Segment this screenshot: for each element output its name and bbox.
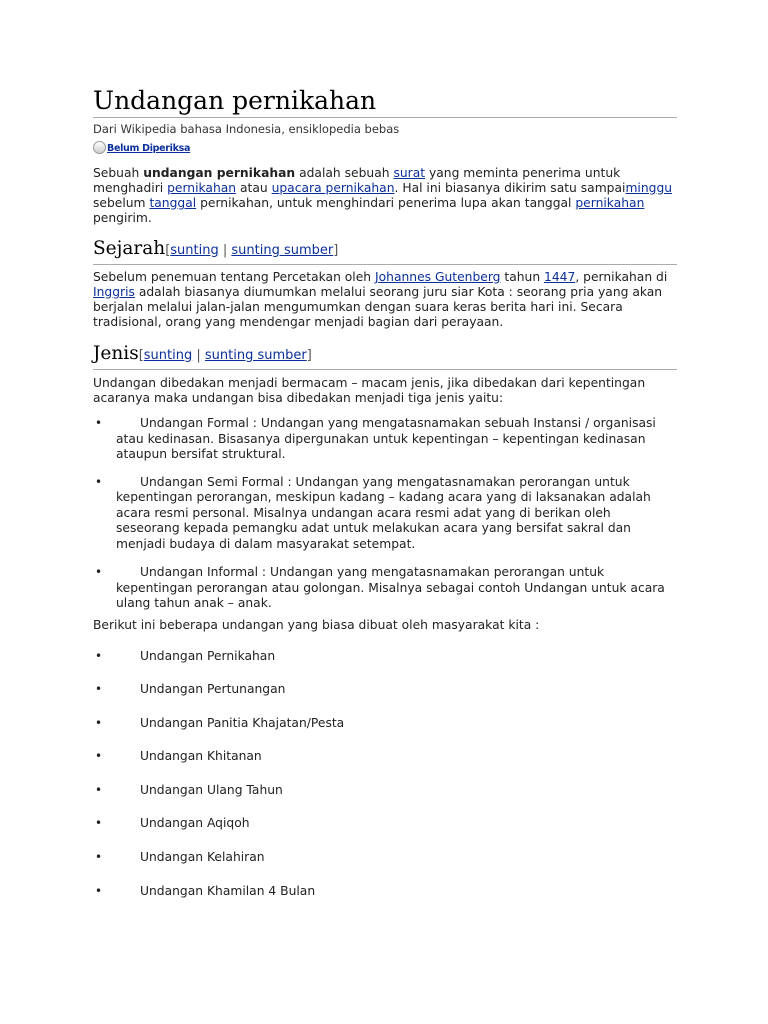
review-badge (93, 138, 677, 154)
invitation-list (93, 649, 677, 899)
jenis-intro-paragraph: Undangan dibedakan menjadi bermacam – macam jenis, jika dibedakan dari kepentingan acaranya maka undangan bisa dibedakan menjadi tiga jenis yaitu: (93, 376, 646, 405)
text-run: tahun (500, 270, 545, 284)
list-item-text: Undangan Pertunangan (140, 682, 286, 697)
edit-source-link[interactable]: sunting sumber (204, 348, 307, 363)
separator: | (218, 243, 232, 258)
list-item (93, 816, 677, 831)
edit-links (139, 348, 312, 363)
link-johannes-gutenberg[interactable]: Johannes Gutenberg (375, 270, 501, 284)
bullet: • (95, 474, 103, 489)
link-inggris[interactable]: Inggris (93, 285, 135, 299)
list-item-text: Undangan Formal : Undangan yang mengatasnamakan sebuah Instansi / organisasi atau kedinasan. Bisasanya dipergunakan untuk kepentingan – kepentingan kedinasan ataupun bersifat struktural. (116, 416, 656, 461)
bracket: ] (333, 243, 339, 258)
bracket: [ (165, 243, 171, 258)
list-item-text: Undangan Ulang Tahun (140, 782, 283, 797)
edit-source-link[interactable]: sunting sumber (231, 243, 334, 258)
link-1447[interactable]: 1447 (544, 270, 576, 284)
type-list (93, 416, 677, 612)
section-heading-sejarah (93, 237, 677, 265)
sejarah-paragraph (93, 270, 677, 330)
list-item-text: Undangan Khitanan (140, 749, 262, 764)
list-item (93, 783, 677, 798)
list-item-text: Undangan Kelahiran (140, 850, 265, 865)
text-run: pengirim. (93, 211, 152, 225)
bullet: • (95, 816, 103, 831)
bullet: • (95, 749, 103, 764)
list-intro-paragraph: Berikut ini beberapa undangan yang biasa dibuat oleh masyarakat kita : (93, 617, 540, 632)
edit-link[interactable]: sunting (170, 243, 219, 258)
link-pernikahan[interactable]: pernikahan (167, 181, 237, 195)
bracket: [ (138, 348, 144, 363)
list-item (93, 649, 677, 664)
text-run: Sebuah (93, 166, 144, 180)
list-item (93, 850, 677, 865)
list-item (93, 475, 677, 553)
bullet: • (95, 648, 103, 663)
edit-links (165, 243, 338, 258)
list-item (93, 716, 677, 731)
list-item (93, 884, 677, 899)
list-item-text: Undangan Pernikahan (140, 648, 276, 663)
bold-term: undangan pernikahan (143, 166, 296, 180)
article (93, 86, 677, 917)
link-surat[interactable]: surat (393, 166, 426, 180)
text-run: pernikahan, untuk menghindari penerima lupa akan tanggal (196, 196, 576, 210)
text-run: adalah biasanya diumumkan melalui seorang juru siar Kota : seorang pria yang akan berjalan melalui jalan-jalan mengumumkan dengan suara keras berita hari ini. Secara tradisional, orang yang mendengar menjadi bagian dari perayaan. (93, 285, 663, 329)
list-item (93, 682, 677, 697)
bullet: • (95, 416, 103, 430)
list-item-text: Undangan Informal : Undangan yang mengatasnamakan perorangan untuk kepentingan perorangan atau golongan. Misalnya sebagai contoh Undangan untuk acara ulang tahun anak – anak. (116, 565, 665, 610)
circle-icon (93, 141, 106, 154)
page-title: Undangan pernikahan (93, 86, 677, 118)
edit-link[interactable]: sunting (143, 348, 193, 363)
bullet: • (95, 782, 103, 797)
list-item (93, 416, 677, 463)
text-run: Sebelum penemuan tentang Percetakan oleh (93, 270, 375, 284)
text-run: adalah sebuah (295, 166, 394, 180)
text-run: . Hal ini biasanya dikirim satu sampai (394, 181, 626, 195)
intro-paragraph (93, 166, 677, 226)
heading-text: Jenis (93, 343, 139, 364)
bullet: • (95, 565, 103, 579)
bullet: • (95, 715, 103, 730)
list-item (93, 749, 677, 764)
link-tanggal[interactable]: tanggal (149, 196, 197, 210)
list-item-text: Undangan Khamilan 4 Bulan (140, 883, 316, 898)
list-item-text: Undangan Panitia Khajatan/Pesta (140, 715, 345, 730)
list-item-text: Undangan Semi Formal : Undangan yang mengatasnamakan perorangan untuk kepentingan perorangan, meskipun kadang – kadang acara yang di laksanakan adalah acara resmi personal. Misalnya undangan acara resmi adat yang di berikan oleh seseorang kepada pemangku adat untuk melakukan acara yang bersifat sakral dan menjadi budaya di dalam masyarakat setempat. (116, 474, 651, 551)
heading-text: Sejarah (93, 238, 166, 259)
text-run: sebelum (93, 196, 150, 210)
bullet: • (95, 883, 103, 898)
text-run: yang meminta penerima untuk menghadiri (93, 166, 621, 195)
bullet: • (95, 850, 103, 865)
link-upacara-pernikahan[interactable]: upacara pernikahan (271, 181, 395, 195)
review-status-link[interactable]: Belum Diperiksa (107, 143, 191, 154)
separator: | (192, 348, 205, 363)
text-run: atau (236, 181, 272, 195)
section-heading-jenis (93, 342, 677, 370)
bracket: ] (306, 348, 312, 363)
bullet: • (95, 682, 103, 697)
list-item-text: Undangan Aqiqoh (140, 816, 250, 831)
list-item (93, 565, 677, 612)
link-minggu[interactable]: minggu (625, 181, 673, 195)
text-run: , pernikahan di (575, 270, 668, 284)
link-pernikahan-2[interactable]: pernikahan (575, 196, 645, 210)
site-tagline: Dari Wikipedia bahasa Indonesia, ensiklopedia bebas (93, 122, 400, 136)
